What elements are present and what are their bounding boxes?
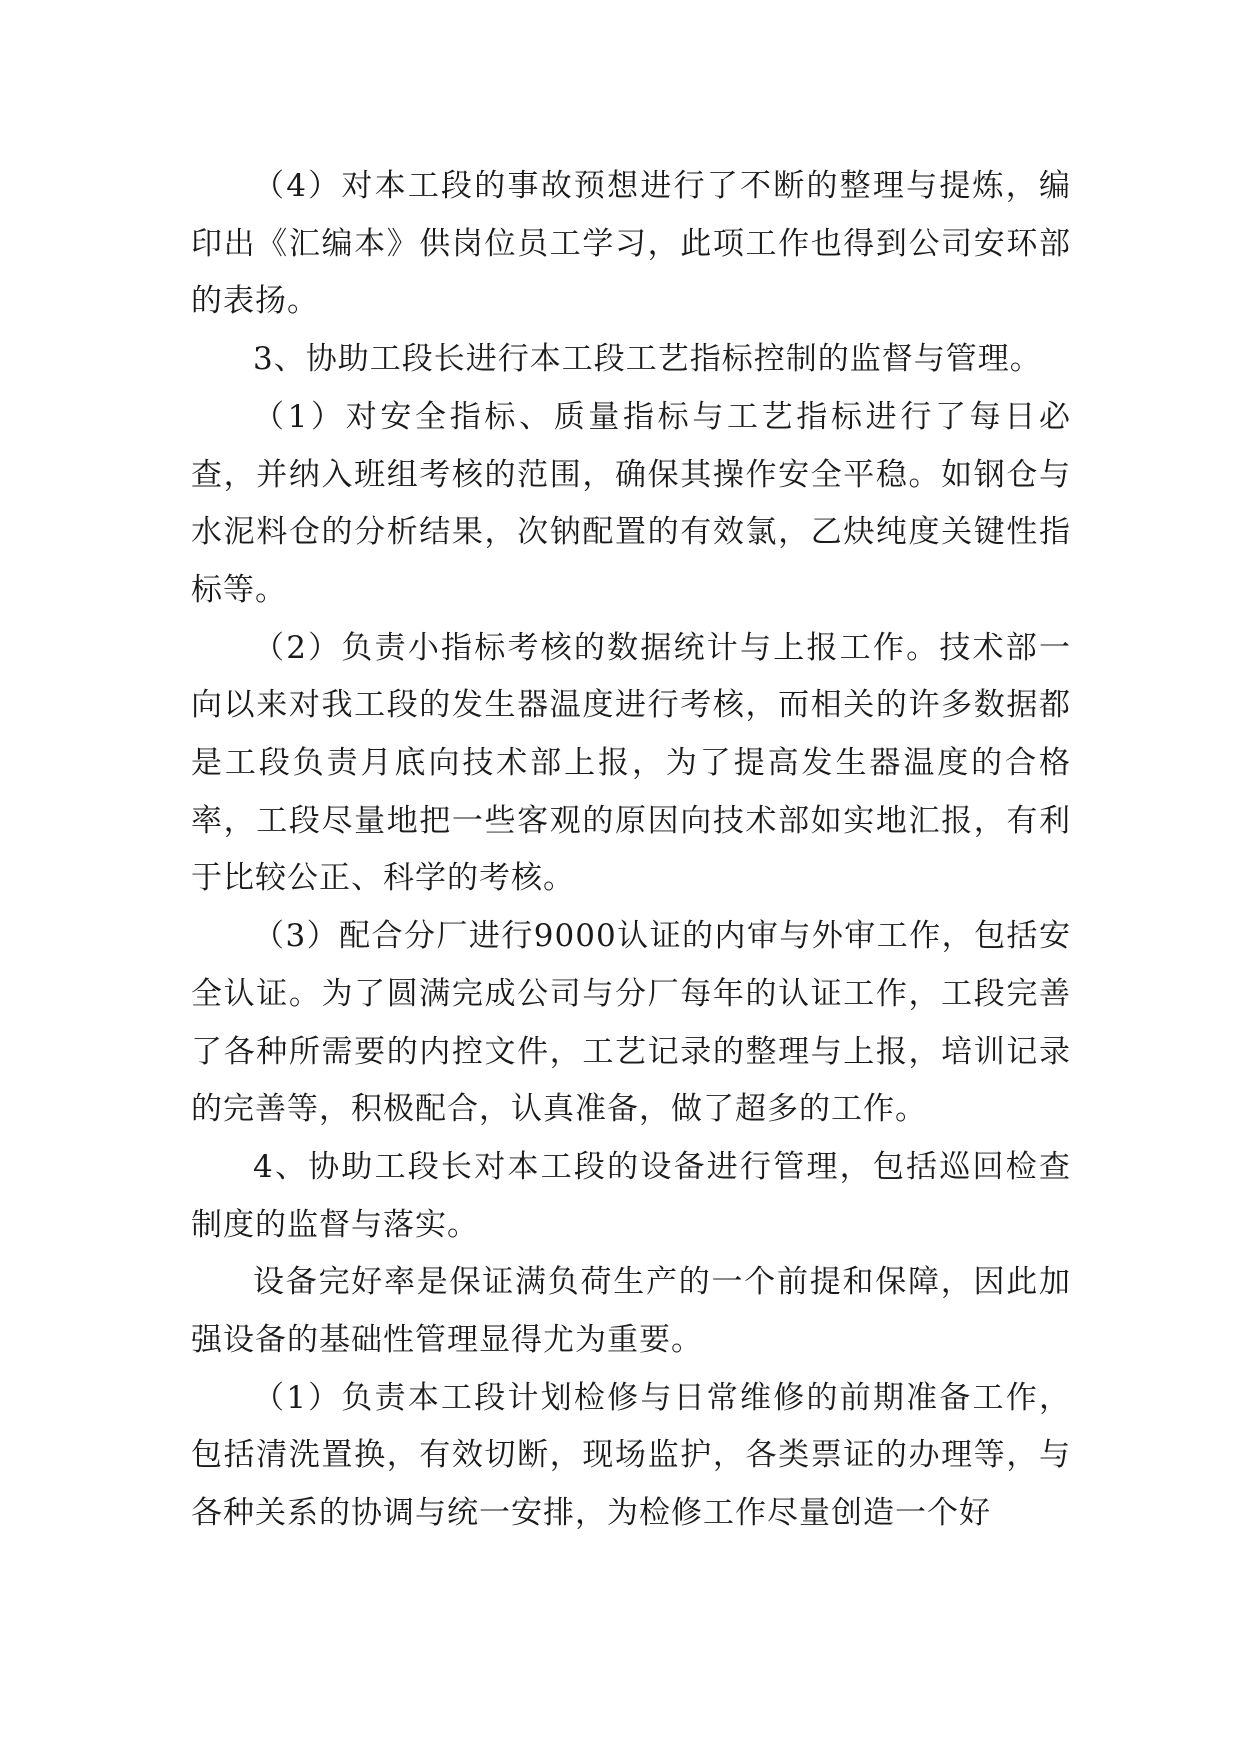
paragraph-maintenance-prep: （1）负责本工段计划检修与日常维修的前期准备工作，包括清洗置换，有效切断，现场监护，各类票证的办理等，与各种关系的协调与统一安排，为检修工作尽量创造一个好 xyxy=(191,1379,1071,1532)
paragraph-indicator-statistics: （2）负责小指标考核的数据统计与上报工作。技术部一向以来对我工段的发生器温度进行考核，而相关的许多数据都是工段负责月底向技术部上报，为了提高发生器温度的合格率，工段尽量地把一些客观的原因向技术部如实地汇报，有利于比较公正、科学的考核。 xyxy=(191,629,1071,897)
document-body xyxy=(191,158,1071,1543)
paragraph-section-3-heading: 3、协助工段长进行本工段工艺指标控制的监督与管理。 xyxy=(253,341,1042,378)
paragraph-equipment-rate: 设备完好率是保证满负荷生产的一个前提和保障，因此加强设备的基础性管理显得尤为重要。 xyxy=(191,1264,1071,1359)
paragraph-accident-prediction: （4）对本工段的事故预想进行了不断的整理与提炼，编印出《汇编本》供岗位员工学习，此项工作也得到公司安环部的表扬。 xyxy=(191,168,1071,320)
paragraph-safety-indicators: （1）对安全指标、质量指标与工艺指标进行了每日必查，并纳入班组考核的范围，确保其操作安全平稳。如钢仓与水泥料仓的分析结果，次钠配置的有效氯，乙炔纯度关键性指标等。 xyxy=(191,398,1071,608)
paragraph-section-4-heading: 4、协助工段长对本工段的设备进行管理，包括巡回检查制度的监督与落实。 xyxy=(191,1148,1071,1243)
paragraph-certification: （3）配合分厂进行9000认证的内审与外审工作，包括安全认证。为了圆满完成公司与分厂每年的认证工作，工段完善了各种所需要的内控文件，工艺记录的整理与上报，培训记录的完善等，积极配合，认真准备，做了超多的工作。 xyxy=(191,918,1071,1128)
